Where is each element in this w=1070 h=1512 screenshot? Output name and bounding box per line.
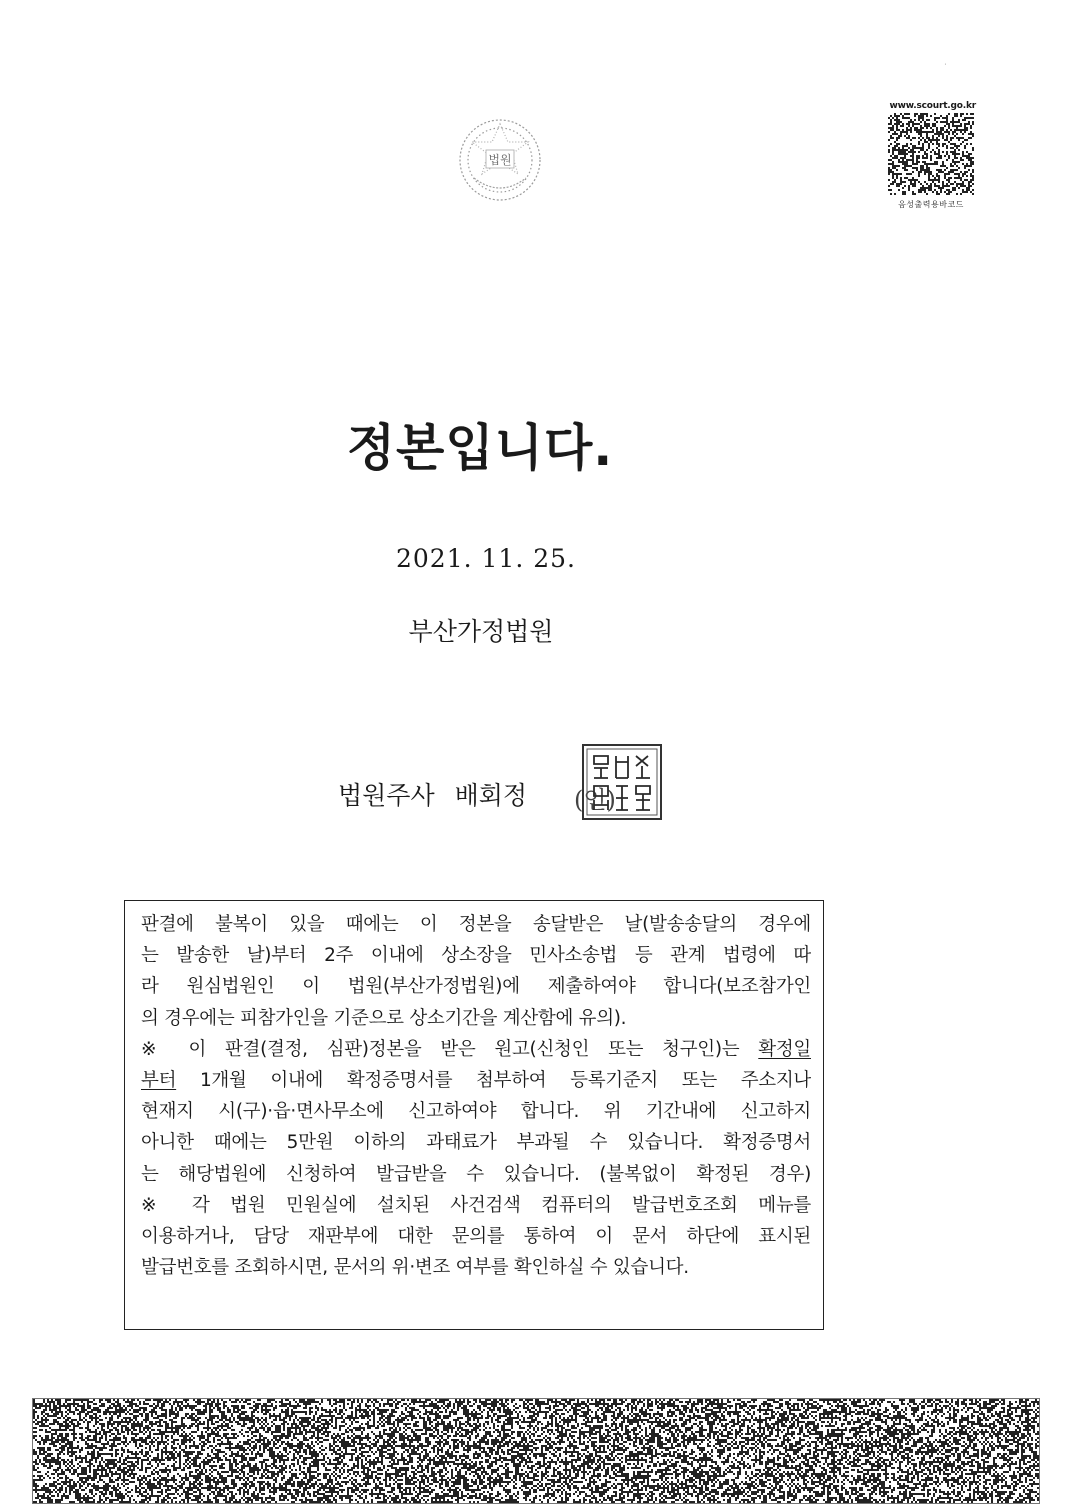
notice-line: 판결에 불복이 있을 때에는 이 정본을 송달받은 날(발송송달의 경우에	[141, 914, 811, 935]
appeal-notice-box	[124, 900, 824, 1330]
qr-url: www.scourt.go.kr	[889, 101, 976, 111]
barcode-strip-icon	[32, 1398, 1040, 1504]
notice-line: ※ 각 법원 민원실에 설치된 사건검색 컴퓨터의 발급번호조회 메뉴를	[141, 1194, 811, 1216]
notice-line: 발급번호를 조회하시면, 문서의 위·변조 여부를 확인하실 수 있습니다.	[141, 1257, 689, 1279]
notice-line: 현재지 시(구)·읍·면사무소에 신고하여야 합니다. 위 기간내에 신고하지	[141, 1101, 811, 1123]
signature-line	[338, 776, 527, 812]
notice-line: 라 원심법원인 이 법원(부산가정법원)에 제출하여야 합니다(보조참가인	[141, 976, 811, 998]
underlined-text: 부터	[141, 1069, 177, 1091]
notice-line: 의 경우에는 피참가인을 기준으로 상소기간을 계산함에 유의).	[141, 1007, 627, 1029]
notice-text: 1개월 이내에 확정증명서를 첨부하여 등록기준지 또는 주소지나	[176, 1069, 811, 1091]
clerk-name: 배회정	[454, 781, 528, 810]
notice-line: 는 발송한 날)부터 2주 이내에 상소장을 민사소송법 등 관계 법령에 따	[141, 945, 811, 967]
qr-block	[886, 100, 976, 211]
underlined-text: 확정일	[758, 1038, 811, 1060]
notice-text: ※ 이 판결(결정, 심판)정본을 받은 원고(신청인 또는 청구인)는	[141, 1038, 759, 1060]
notice-line: 는 해당법원에 신청하여 발급받을 수 있습니다. (불복없이 확정된 경우)	[141, 1163, 811, 1185]
court-emblem-icon	[452, 112, 548, 208]
qr-code-icon	[888, 113, 974, 195]
emblem-label: 법원	[488, 153, 512, 167]
notice-line: 아니한 때에는 5만원 이하의 과태료가 부과될 수 있습니다. 확정증명서	[141, 1132, 811, 1154]
notice-line	[141, 1065, 811, 1096]
seal-mark: (인)	[574, 786, 616, 814]
page-title: 정본입니다.	[346, 419, 614, 477]
court-seal-icon	[580, 742, 664, 822]
scan-mark: ⋅	[944, 60, 947, 69]
clerk-title: 법원주사	[338, 781, 435, 810]
notice-line	[141, 1034, 811, 1065]
court-name: 부산가정법원	[408, 617, 554, 646]
qr-caption: 음성출력용바코드	[898, 200, 964, 209]
issue-date: 2021. 11. 25.	[396, 544, 576, 573]
notice-line: 이용하거나, 담당 재판부에 대한 문의를 통하여 이 문서 하단에 표시된	[141, 1225, 811, 1247]
